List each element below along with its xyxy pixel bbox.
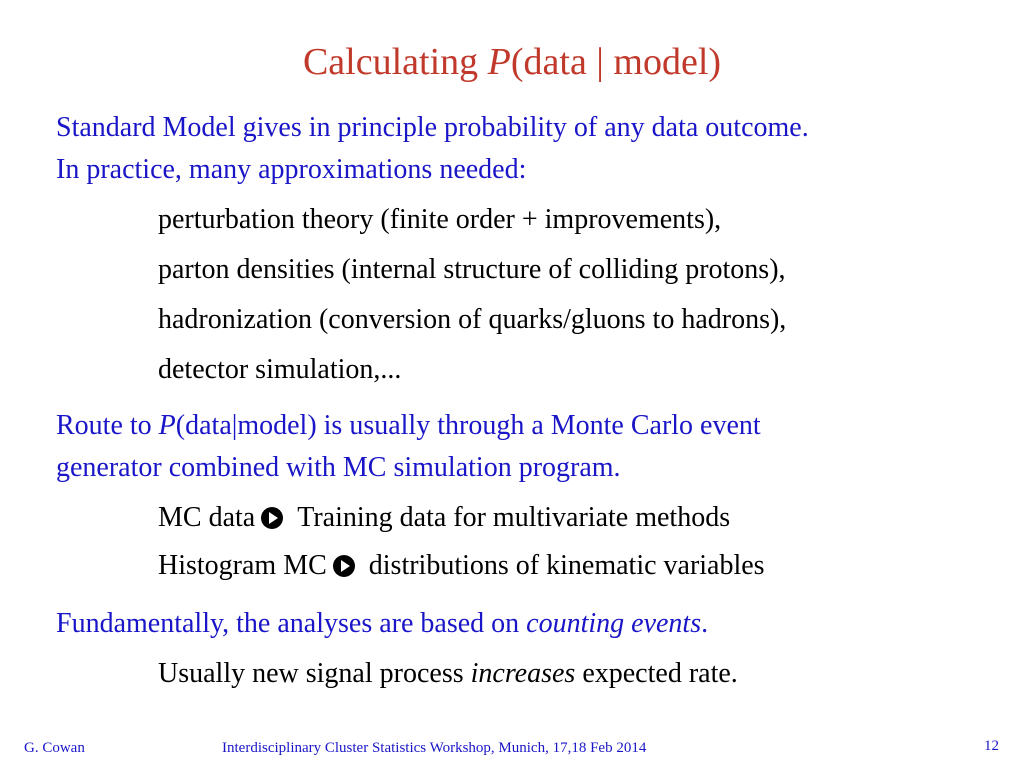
paragraph3-sub-italic: increases bbox=[470, 658, 576, 689]
approximation-item: parton densities (internal structure of colliding protons), bbox=[158, 254, 786, 285]
paragraph2-prefix: Route to bbox=[56, 410, 159, 441]
mc-item-left: MC data bbox=[158, 502, 256, 533]
paragraph3-suffix: . bbox=[701, 608, 709, 639]
page-number: 12 bbox=[984, 738, 999, 754]
paragraph2-suffix: (data|model) is usually through a Monte Carlo event bbox=[175, 410, 761, 441]
paragraph1-line2: In practice, many approximations needed: bbox=[56, 154, 527, 185]
mc-item bbox=[158, 502, 730, 534]
approximation-item: perturbation theory (finite order + improvements), bbox=[158, 204, 722, 235]
mc-item bbox=[158, 550, 765, 582]
title-italic-p: P bbox=[487, 41, 511, 83]
paragraph3-sub-prefix: Usually new signal process bbox=[158, 658, 471, 689]
title-suffix: (data | model) bbox=[510, 41, 722, 83]
approximation-item: detector simulation,... bbox=[158, 354, 402, 385]
paragraph3-sub-suffix: expected rate. bbox=[575, 658, 738, 689]
paragraph2-line2: generator combined with MC simulation program. bbox=[56, 452, 621, 483]
approximation-item: hadronization (conversion of quarks/gluons to hadrons), bbox=[158, 304, 787, 335]
paragraph3-italic: counting events bbox=[526, 608, 702, 639]
footer-event: Interdisciplinary Cluster Statistics Workshop, Munich, 17,18 Feb 2014 bbox=[222, 740, 647, 756]
paragraph2-line1 bbox=[56, 410, 761, 442]
paragraph2-italic-p: P bbox=[158, 410, 176, 441]
paragraph3-prefix: Fundamentally, the analyses are based on bbox=[56, 608, 527, 639]
mc-item-right: Training data for multivariate methods bbox=[297, 502, 731, 533]
paragraph3-sub-line bbox=[158, 658, 738, 690]
slide-title bbox=[0, 40, 1024, 84]
mc-item-right: distributions of kinematic variables bbox=[368, 550, 765, 581]
footer-author: G. Cowan bbox=[24, 740, 85, 756]
right-arrow-circle-icon bbox=[261, 507, 283, 529]
paragraph3-line bbox=[56, 608, 708, 640]
title-prefix: Calculating bbox=[302, 41, 488, 83]
right-arrow-circle-icon bbox=[333, 555, 355, 577]
mc-item-left: Histogram MC bbox=[158, 550, 327, 581]
paragraph1-line1: Standard Model gives in principle probability of any data outcome. bbox=[56, 112, 809, 143]
